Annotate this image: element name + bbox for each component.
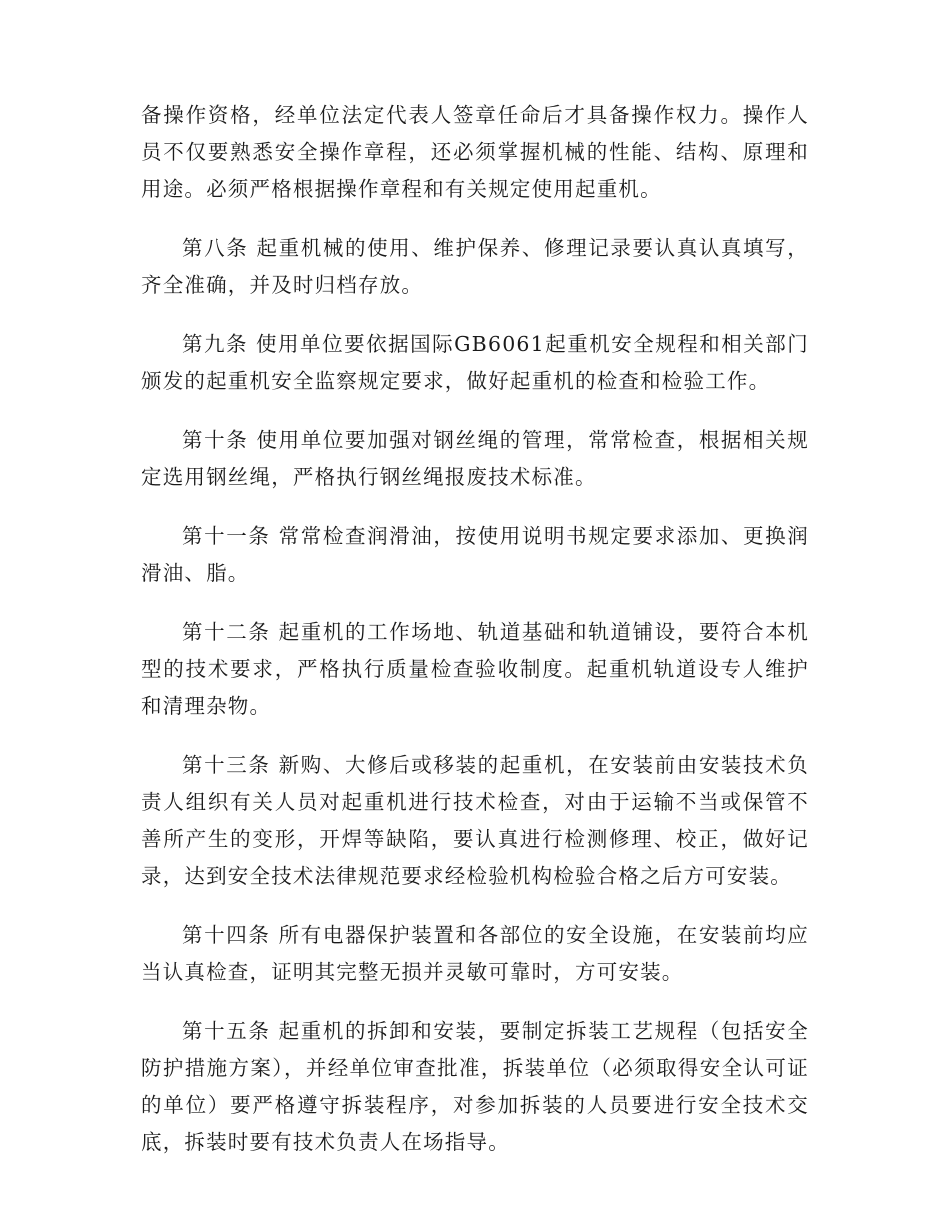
paragraph-continuation: 备操作资格，经单位法定代表人签章任命后才具备操作权力。操作人员不仅要熟悉安全操作章程，还必须掌握机械的性能、结构、原理和用途。必须严格根据操作章程和有关规定使用起重机。 (141, 103, 809, 201)
paragraph-article-15: 第十五条 起重机的拆卸和安装，要制定拆装工艺规程（包括安全防护措施方案），并经单位审查批准，拆装单位（必须取得安全认可证的单位）要严格遵守拆装程序，对参加拆装的人员要进行安全技术交底，拆装时要有技术负责人在场指导。 (141, 1019, 809, 1154)
paragraph-article-8: 第八条 起重机械的使用、维护保养、修理记录要认真认真填写，齐全准确，并及时归档存放。 (141, 236, 809, 297)
paragraph-article-9: 第九条 使用单位要依据国际GB6061起重机安全规程和相关部门颁发的起重机安全监察规定要求，做好起重机的检查和检验工作。 (141, 332, 809, 393)
document-page (141, 97, 809, 1183)
paragraph-article-14: 第十四条 所有电器保护装置和各部位的安全设施，在安装前均应当认真检查，证明其完整无损并灵敏可靠时，方可安装。 (141, 923, 809, 984)
paragraph-article-11: 第十一条 常常检查润滑油，按使用说明书规定要求添加、更换润滑油、脂。 (141, 524, 809, 585)
paragraph-article-13: 第十三条 新购、大修后或移装的起重机，在安装前由安装技术负责人组织有关人员对起重机进行技术检查，对由于运输不当或保管不善所产生的变形，开焊等缺陷，要认真进行检测修理、校正，做好记录，达到安全技术法律规范要求经检验机构检验合格之后方可安装。 (141, 753, 809, 888)
paragraph-article-10: 第十条 使用单位要加强对钢丝绳的管理，常常检查，根据相关规定选用钢丝绳，严格执行钢丝绳报废技术标准。 (141, 428, 809, 489)
paragraph-article-12: 第十二条 起重机的工作场地、轨道基础和轨道铺设，要符合本机型的技术要求，严格执行质量检查验收制度。起重机轨道设专人维护和清理杂物。 (141, 620, 809, 718)
